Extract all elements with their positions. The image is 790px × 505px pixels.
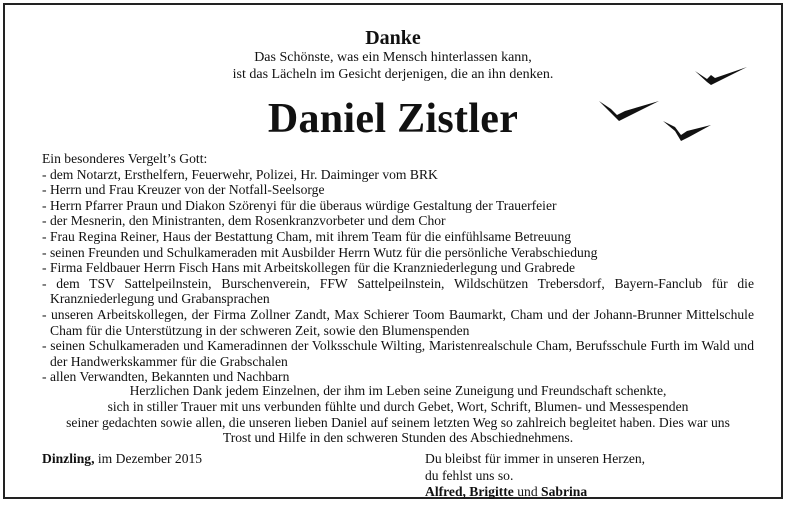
list-item: - der Mesnerin, den Ministranten, dem Rosenkranzvorbeter und dem Chor: [42, 213, 754, 229]
place-date: [42, 451, 202, 467]
list-item: - Firma Feldbauer Herrn Fisch Hans mit Arbeitskollegen für die Kranzniederlegung und Grabrede: [42, 260, 754, 276]
title-danke: Danke: [365, 27, 421, 49]
thanks-list: [42, 167, 754, 385]
list-item: - allen Verwandten, Bekannten und Nachbarn: [42, 369, 754, 385]
list-item: - Frau Regina Reiner, Haus der Bestattung Cham, mit ihrem Team für die einfühlsame Betreuung: [42, 229, 754, 245]
farewell-line-2: du fehlst uns so.: [425, 467, 514, 483]
list-item: - Herrn und Frau Kreuzer von der Notfall-Seelsorge: [42, 182, 754, 198]
list-item: - dem TSV Sattelpeilnstein, Burschenverein, FFW Sattelpeilnstein, Wildschützen Trebersdorf, Bayern-Fanclub für die Kranzniederlegung und Grabansprachen: [42, 276, 754, 307]
signature-und: und: [517, 484, 538, 499]
closing-paragraph: [42, 383, 754, 446]
thanks-section: [42, 151, 754, 385]
closing-line: sich in stiller Trauer mit uns verbunden fühlte und durch Gebet, Wort, Schrift, Blumen- und Messespenden: [107, 398, 689, 414]
closing-line: Herzlichen Dank jedem Einzelnen, der ihm im Leben seine Zuneigung und Freundschaft schenkte,: [129, 383, 667, 398]
farewell: [425, 451, 645, 501]
list-item: - seinen Schulkameraden und Kameradinnen der Volksschule Wilting, Maristenrealschule Cham, Berufsschule Furth im Wald und der Handwerkskammer für die Grabschalen: [42, 338, 754, 369]
birds-icon: [597, 65, 757, 145]
signature: [425, 484, 645, 501]
signature-names-1: Alfred, Brigitte: [425, 484, 514, 499]
farewell-line-1: Du bleibst für immer in unseren Herzen,: [425, 451, 646, 466]
place-date-text: im Dezember 2015: [97, 451, 203, 466]
place-town: Dinzling,: [42, 451, 95, 466]
list-item: - seinen Freunden und Schulkameraden mit Ausbilder Herrn Wutz für die persönliche Verabschiedung: [42, 245, 754, 261]
deceased-name: Daniel Zistler: [267, 96, 519, 142]
list-item: - dem Notarzt, Ersthelfern, Feuerwehr, Polizei, Hr. Daiminger vom BRK: [42, 167, 754, 183]
list-item: - unseren Arbeitskollegen, der Firma Zollner Zandt, Max Schierer Toom Baumarkt, Cham und der Johann-Brunner Mittelschule Cham für die Unterstützung in der schweren Zeit, sowie den Blumenspenden: [42, 307, 754, 338]
thanks-intro: Ein besonderes Vergelt’s Gott:: [42, 151, 208, 166]
list-item: - Herrn Pfarrer Praun und Diakon Szörenyi für die überaus würdige Gestaltung der Trauerfeier: [42, 198, 754, 214]
quote-line-2: ist das Lächeln im Gesicht derjenigen, die an ihn denken.: [232, 67, 554, 82]
closing-line: seiner gedachten sowie allen, die unseren lieben Daniel auf seinem letzten Weg so zahlreich begleitet haben. Dies war uns: [66, 414, 730, 430]
obituary-notice: [3, 3, 783, 499]
quote-line-1: Das Schönste, was ein Mensch hinterlassen kann,: [254, 50, 532, 65]
signature-names-2: Sabrina: [541, 484, 588, 499]
closing-line: Trost und Hilfe in den schweren Stunden des Abschiednehmens.: [222, 430, 574, 446]
